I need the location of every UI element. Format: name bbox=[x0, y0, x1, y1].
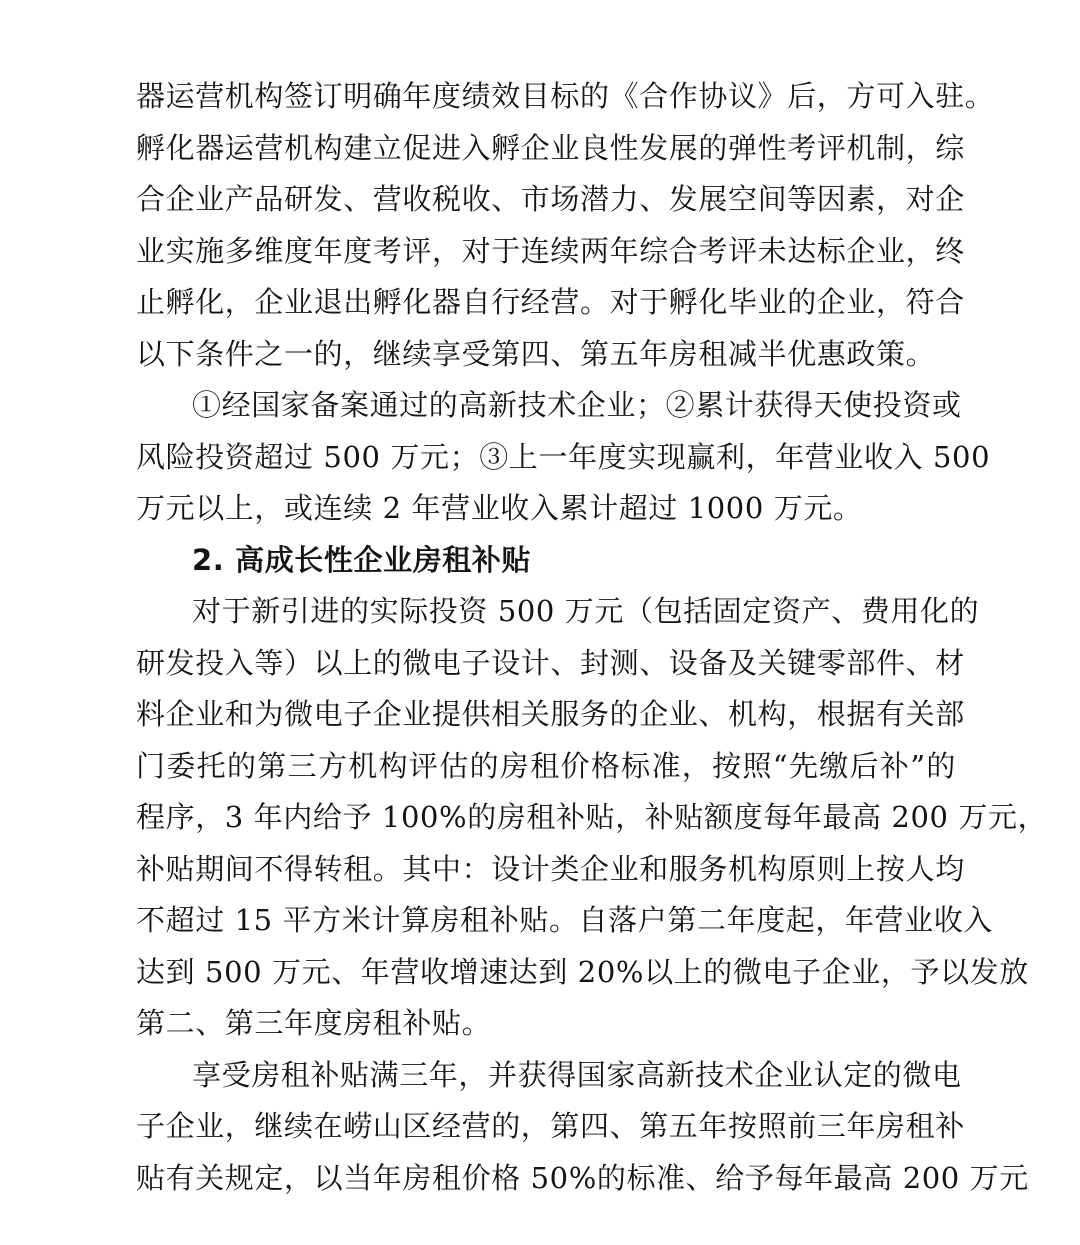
section-heading: 2. 高成长性企业房租补贴 bbox=[192, 543, 532, 577]
text-line-6: 以下条件之一的，继续享受第四、第五年房租减半优惠政策。 bbox=[136, 337, 936, 371]
text-line-9: 万元以上，或连续 2 年营业收入累计超过 1000 万元。 bbox=[136, 491, 863, 525]
text-line-11: 对于新引进的实际投资 500 万元（包括固定资产、费用化的 bbox=[192, 594, 980, 628]
text-line-16: 补贴期间不得转租。其中：设计类企业和服务机构原则上按人均 bbox=[136, 852, 965, 886]
text-line-19: 第二、第三年度房租补贴。 bbox=[136, 1006, 492, 1040]
text-line-2: 孵化器运营机构建立促进入孵企业良性发展的弹性考评机制，综 bbox=[136, 131, 965, 165]
text-line-22: 贴有关规定，以当年房租价格 50%的标准、给予每年最高 200 万元 bbox=[136, 1161, 1029, 1195]
text-line-13: 料企业和为微电子企业提供相关服务的企业、机构，根据有关部 bbox=[136, 697, 965, 731]
text-line-12: 研发投入等）以上的微电子设计、封测、设备及关键零部件、材 bbox=[136, 646, 965, 680]
text-line-17: 不超过 15 平方米计算房租补贴。自落户第二年度起，年营业收入 bbox=[136, 903, 993, 937]
text-line-18: 达到 500 万元、年营收增速达到 20%以上的微电子企业，予以发放 bbox=[136, 955, 1029, 989]
text-line-15: 程序，3 年内给予 100%的房租补贴，补贴额度每年最高 200 万元， bbox=[136, 800, 1048, 834]
text-line-7: ①经国家备案通过的高新技术企业；②累计获得天使投资或 bbox=[192, 388, 962, 422]
text-line-1: 器运营机构签订明确年度绩效目标的《合作协议》后，方可入驻。 bbox=[136, 79, 995, 113]
text-line-4: 业实施多维度年度考评，对于连续两年综合考评未达标企业，终 bbox=[136, 234, 965, 268]
text-line-3: 合企业产品研发、营收税收、市场潜力、发展空间等因素，对企 bbox=[136, 182, 965, 216]
text-line-8: 风险投资超过 500 万元；③上一年度实现赢利，年营业收入 500 bbox=[136, 440, 991, 474]
text-line-21: 子企业，继续在崂山区经营的，第四、第五年按照前三年房租补 bbox=[136, 1109, 965, 1143]
text-line-20: 享受房租补贴满三年，并获得国家高新技术企业认定的微电 bbox=[192, 1058, 962, 1092]
text-line-5: 止孵化，企业退出孵化器自行经营。对于孵化毕业的企业，符合 bbox=[136, 285, 965, 319]
text-line-14: 门委托的第三方机构评估的房租价格标准，按照“先缴后补”的 bbox=[136, 749, 956, 783]
